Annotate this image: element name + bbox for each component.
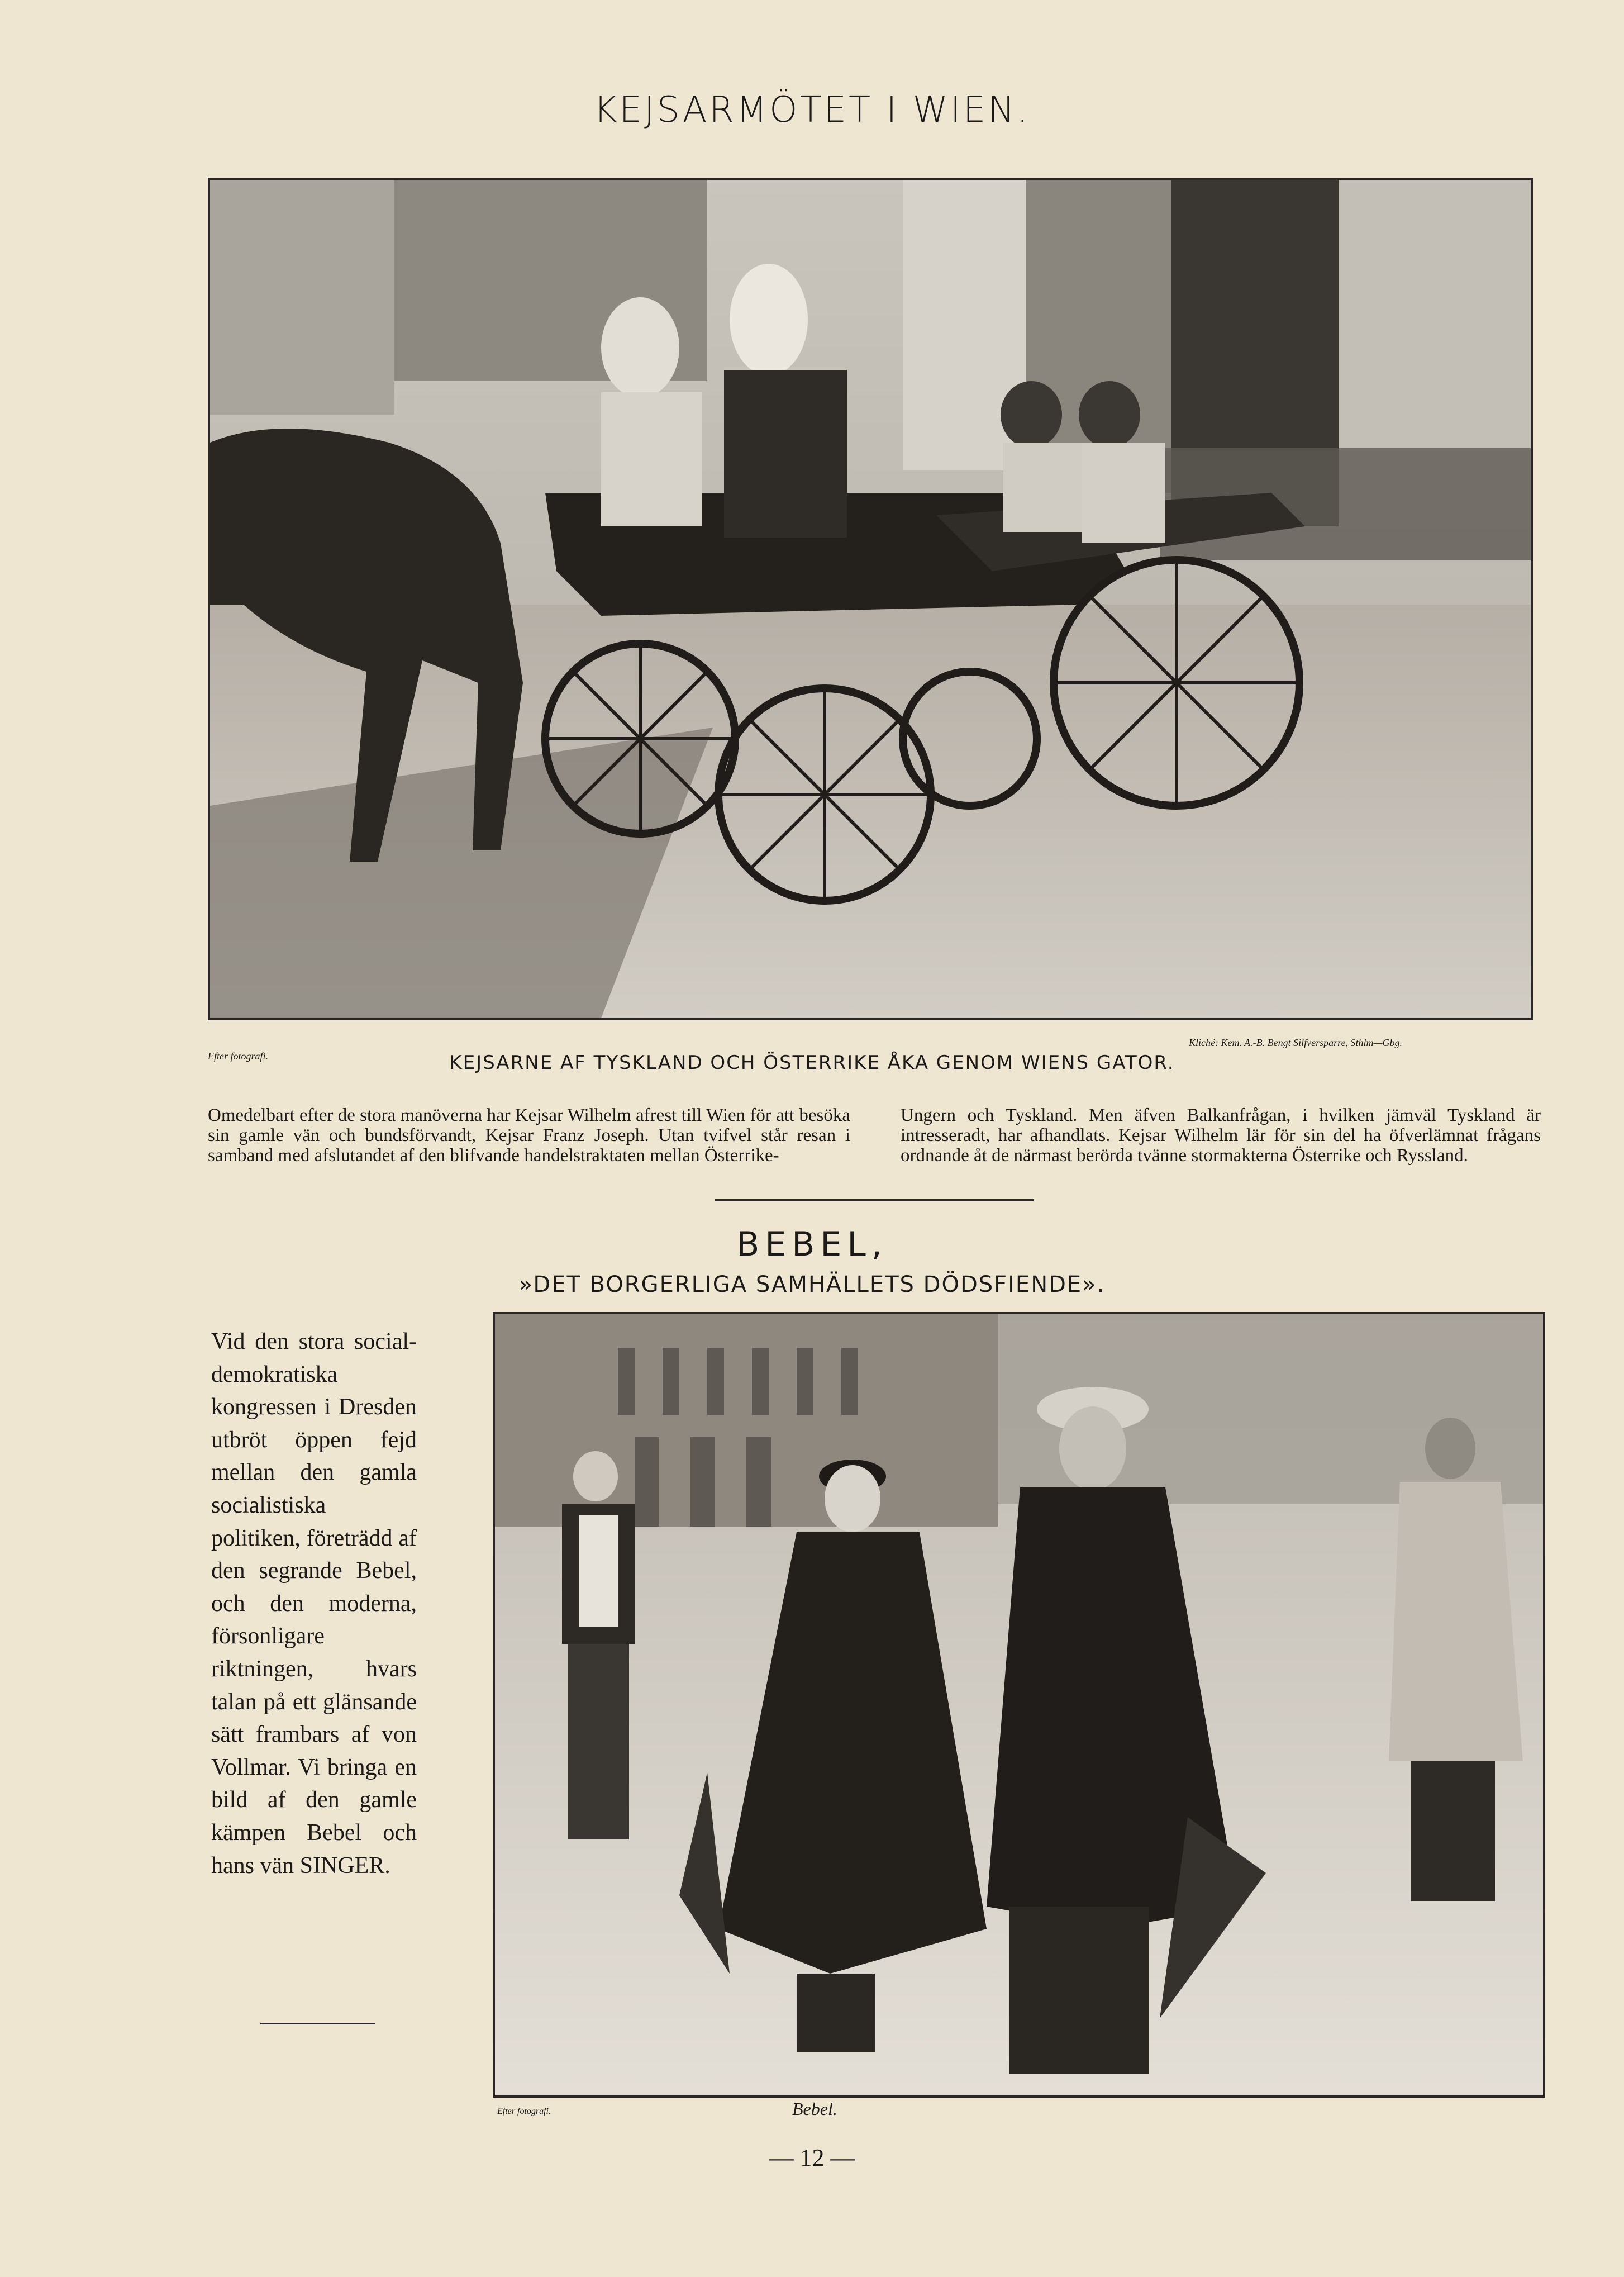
article-side-text: Vid den stora social-demokratiska kongressen i Dresden utbröt öppen fejd mellan den gamla socialistiska politiken, företrädd af den segrande Bebel, och den moderna, försonligare riktningen, hvars talan på ett glänsande sätt frambars af von Vollmar. Vi bringa en bild af den gamle kämpen Bebel och hans vän SINGER.: [211, 1329, 417, 1879]
side-text-divider: [260, 2023, 375, 2024]
article-title-kejsarmotet: KEJSARMÖTET I WIEN.: [593, 89, 1031, 131]
article-subtitle-bebel: »DET BORGERLIGA SAMHÄLLETS DÖDSFIENDE».: [518, 1272, 1106, 1297]
section-divider: [715, 1199, 1034, 1201]
photo-caption-carriage: KEJSARNE AF TYSKLAND OCH ÖSTERRIKE ÅKA GENOM WIENS GATOR.: [449, 1052, 1175, 1074]
carriage-photo-illustration: [210, 180, 1531, 1018]
article-text-column-2: Ungern och Tyskland. Men äfven Balkanfrågan, i hvilken jämväl Tyskland är intresseradt, har afhandlats. Kejsar Wilhelm lär för sin del ha öfverlämnat frågans ordnande åt de närmast berörda tvänne stormakterna Österrike och Ryssland.: [901, 1105, 1541, 1166]
article-title-bebel: BEBEL,: [736, 1225, 888, 1264]
photo-credit-bebel: Efter fotografi.: [497, 2107, 551, 2116]
photo-caption-bebel: Bebel.: [792, 2099, 837, 2119]
page-number: — 12 —: [769, 2144, 855, 2171]
photo-carriage: [208, 178, 1533, 1020]
bebel-photo-illustration: [495, 1314, 1543, 2095]
article-text-column-1: Omedelbart efter de stora manöverna har Kejsar Wilhelm afrest till Wien för att besöka sin gamle vän och bundsförvandt, Kejsar Franz Joseph. Utan tvifvel står resan i samband med afslutandet af den blifvande handelstraktaten mellan Österrike-: [208, 1105, 850, 1166]
photo-bebel: [493, 1312, 1545, 2098]
photo-credit-right: Kliché: Kem. A.-B. Bengt Silfversparre, Sthlm—Gbg.: [1189, 1037, 1402, 1048]
photo-credit-left: Efter fotografi.: [208, 1050, 268, 1062]
